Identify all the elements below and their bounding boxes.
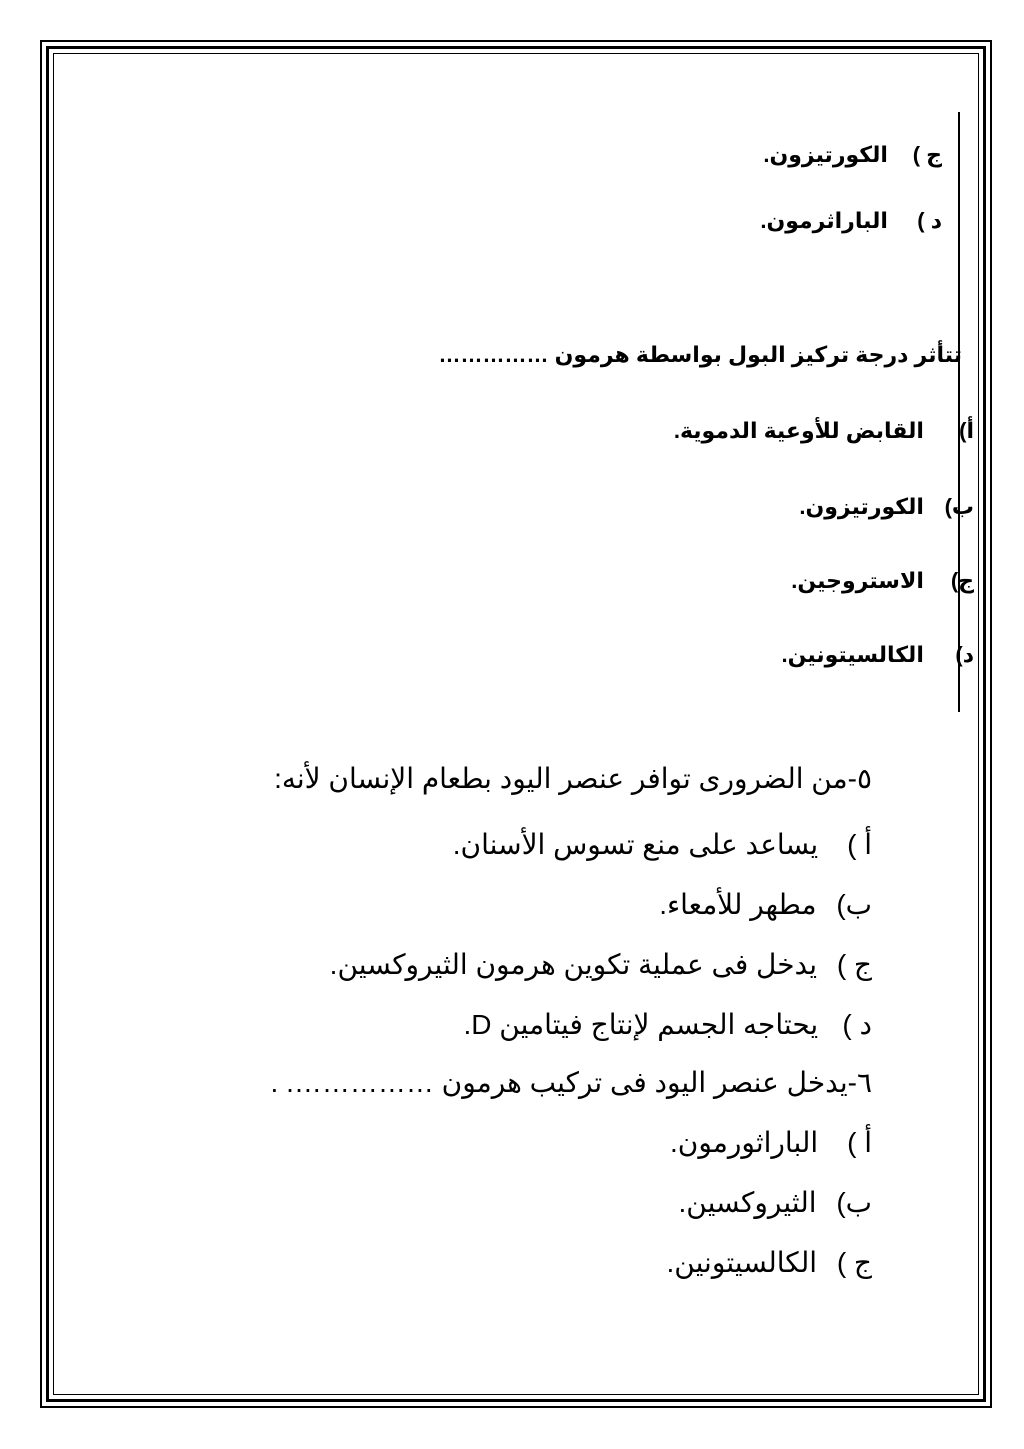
q6-option-a bbox=[670, 1126, 872, 1159]
q6-stem: ٦-يدخل عنصر اليود فى تركيب هرمون ……………. . bbox=[270, 1067, 872, 1098]
option-text: الكالسيتونين. bbox=[781, 642, 924, 667]
q5-stem: ٥-من الضرورى توافر عنصر اليود بطعام الإنسان لأنه: bbox=[274, 763, 872, 794]
column-divider bbox=[958, 112, 960, 712]
option-text: يحتاجه الجسم لإنتاج فيتامين D. bbox=[463, 1009, 819, 1040]
option-marker: د ) bbox=[917, 208, 942, 233]
option-text: القابض للأوعية الدموية. bbox=[673, 418, 924, 443]
option-marker: ب) bbox=[836, 1187, 872, 1218]
option-text: الاستروجين. bbox=[791, 568, 924, 593]
option-marker: أ ) bbox=[847, 1127, 872, 1158]
option-marker: ج) bbox=[950, 568, 974, 593]
q6-option-b bbox=[679, 1186, 873, 1219]
option-text: الكالسيتونين. bbox=[666, 1247, 818, 1278]
option-marker: د ) bbox=[842, 1009, 872, 1040]
option-marker: ج ) bbox=[836, 1247, 872, 1278]
option-marker: ج ) bbox=[912, 142, 942, 167]
option-marker: أ) bbox=[959, 418, 974, 443]
option-text: الثيروكسين. bbox=[678, 1187, 817, 1218]
q5-option-c bbox=[330, 948, 872, 981]
q4-stem: تتأثر درجة تركيز البول بواسطة هرمون …………… bbox=[438, 342, 962, 367]
option-text: الباراثورمون. bbox=[670, 1127, 819, 1158]
q4-option-b bbox=[799, 494, 974, 520]
option-marker: د) bbox=[955, 642, 974, 667]
q5-option-b bbox=[659, 888, 872, 921]
option-marker: ب) bbox=[944, 494, 974, 519]
option-marker: ج ) bbox=[836, 949, 872, 980]
column-divider-secondary bbox=[983, 340, 984, 700]
option-text: الكورتيزون. bbox=[763, 142, 888, 167]
q4-option-c bbox=[791, 568, 974, 594]
option-text: مطهر للأمعاء. bbox=[659, 889, 817, 920]
option-marker: ب) bbox=[836, 889, 872, 920]
option-text: يساعد على منع تسوس الأسنان. bbox=[452, 829, 819, 860]
q4-option-d bbox=[781, 642, 974, 668]
option-marker: أ ) bbox=[847, 829, 872, 860]
option-text: الكورتيزون. bbox=[799, 494, 924, 519]
q5-option-a bbox=[453, 828, 872, 861]
q3-option-c bbox=[763, 142, 942, 168]
option-text: يدخل فى عملية تكوين هرمون الثيروكسين. bbox=[329, 949, 818, 980]
q4-option-a bbox=[674, 418, 974, 444]
q5-option-d bbox=[464, 1008, 872, 1041]
q6-option-c bbox=[667, 1246, 872, 1279]
option-text: الباراثرمون. bbox=[760, 208, 888, 233]
q3-option-d bbox=[760, 208, 942, 234]
